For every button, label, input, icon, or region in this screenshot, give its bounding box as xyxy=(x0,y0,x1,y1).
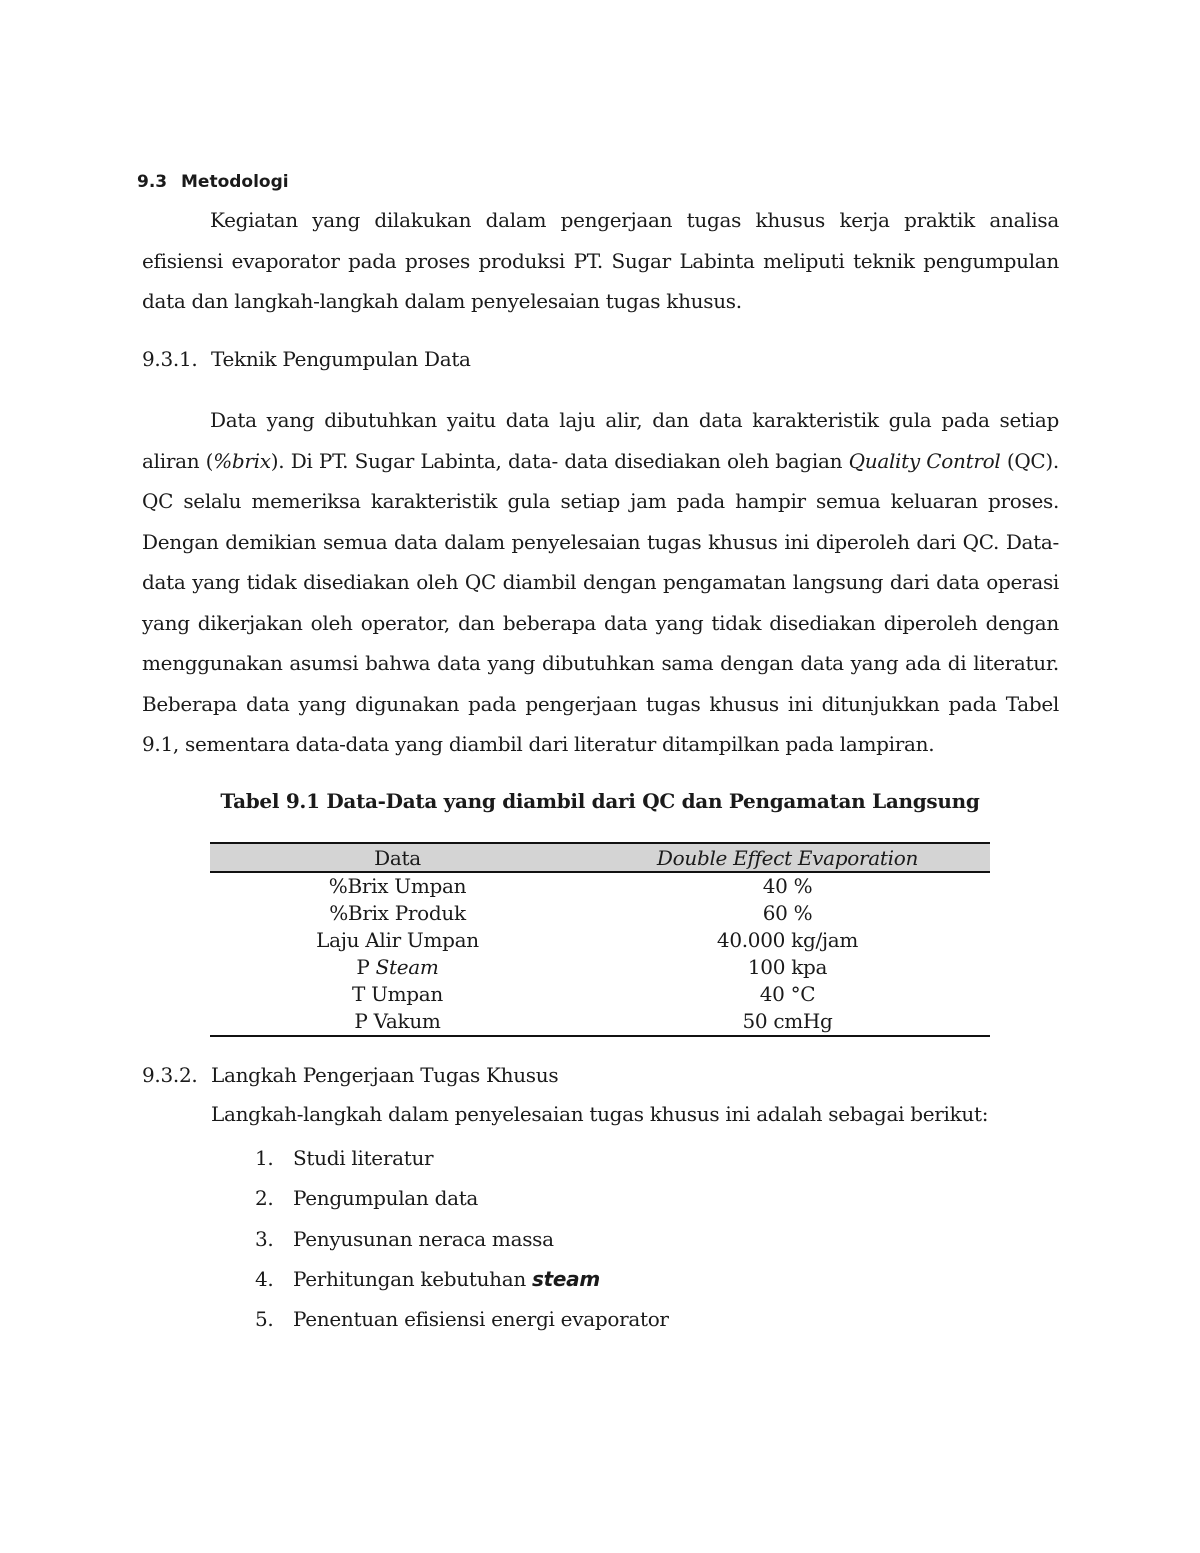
list-item-text: Perhitungan kebutuhan xyxy=(293,1266,532,1291)
list-item xyxy=(255,1178,669,1218)
list-item-emphasis: steam xyxy=(532,1266,600,1291)
table-cell-value: 40 % xyxy=(762,874,813,898)
list-number: 1. xyxy=(255,1146,274,1170)
table-row xyxy=(210,872,990,900)
table-cell-value: 100 kpa xyxy=(747,955,828,979)
table-cell-label-italic: Steam xyxy=(375,955,439,979)
paragraph-text: Data yang dibutuhkan yaitu data laju alir, dan data karakteristik gula pada setiap aliran ( xyxy=(142,408,1059,473)
table-cell-label-prefix: P xyxy=(356,955,376,979)
table-row xyxy=(210,900,990,927)
list-number: 4. xyxy=(255,1266,274,1291)
paragraph-text: (QC). QC selalu memeriksa karakteristik gula setiap jam pada hampir semua keluaran proses. Dengan demikian semua data dalam penyelesaian tugas khusus ini diperoleh dari QC. Data-data yang tidak disediakan oleh QC diambil dengan pengamatan langsung dari data operasi yang dikerjakan oleh operator, dan beberapa data yang tidak disediakan diperoleh dengan menggunakan asumsi bahwa data yang dibutuhkan sama dengan data yang ada di literatur. Beberapa data yang digunakan pada pengerjaan tugas khusus ini ditunjukkan pada Tabel 9.1, sementara data-data yang diambil dari literatur ditampilkan pada lampiran. xyxy=(142,448,1059,756)
list-item xyxy=(255,1259,669,1299)
table-cell-label: %Brix Produk xyxy=(329,901,466,925)
subsection-heading-2 xyxy=(142,1063,558,1087)
table-cell-value: 50 cmHg xyxy=(585,1008,990,1036)
data-table xyxy=(210,842,990,1037)
subsection-number: 9.3.1. xyxy=(142,347,198,371)
list-item-text: Penentuan efisiensi energi evaporator xyxy=(293,1307,669,1332)
list-item-text: Studi literatur xyxy=(293,1146,434,1170)
table-cell-label: %Brix Umpan xyxy=(328,874,467,898)
subsection-title: Langkah Pengerjaan Tugas Khusus xyxy=(211,1063,559,1087)
table-header-row xyxy=(210,843,990,872)
list-number: 2. xyxy=(255,1186,274,1211)
paragraph-italic-term: %brix xyxy=(213,448,271,473)
subsection-number: 9.3.2. xyxy=(142,1063,198,1087)
table-row xyxy=(210,981,990,1008)
steps-list xyxy=(255,1138,669,1339)
table-row xyxy=(210,1008,990,1036)
column-header: Data xyxy=(210,843,585,872)
section-title: Metodologi xyxy=(181,172,289,192)
list-number: 3. xyxy=(255,1226,274,1251)
table-caption: Tabel 9.1 Data-Data yang diambil dari QC dan Pengamatan Langsung xyxy=(220,789,980,813)
column-header: Double Effect Evaporation xyxy=(585,843,990,872)
data-collection-paragraph xyxy=(142,400,1059,765)
list-item-text: Pengumpulan data xyxy=(293,1186,479,1211)
table-row xyxy=(210,954,990,981)
table-cell-value: 40.000 kg/jam xyxy=(716,928,859,952)
table-cell-label: T Umpan xyxy=(351,982,444,1006)
table-cell-label: Laju Alir Umpan xyxy=(316,928,479,952)
list-item-text: Penyusunan neraca massa xyxy=(293,1226,554,1251)
paragraph-italic-term: Quality Control xyxy=(848,448,1001,473)
list-item xyxy=(255,1138,669,1178)
subsection-heading-1 xyxy=(142,347,471,371)
section-heading xyxy=(137,172,289,192)
subsection-title: Teknik Pengumpulan Data xyxy=(211,347,471,371)
list-item xyxy=(255,1219,669,1259)
intro-paragraph xyxy=(142,200,1059,322)
table-cell-value: 60 % xyxy=(762,901,813,925)
list-item xyxy=(255,1299,669,1339)
paragraph-text: ). Di PT. Sugar Labinta, data- data disediakan oleh bagian xyxy=(270,448,849,473)
section-number: 9.3 xyxy=(137,172,168,192)
table-cell-label: P Vakum xyxy=(210,1008,585,1036)
table-cell-value: 40 °C xyxy=(759,982,816,1006)
steps-intro: Langkah-langkah dalam penyelesaian tugas khusus ini adalah sebagai berikut: xyxy=(211,1102,989,1126)
table-row xyxy=(210,927,990,954)
table-cell-label xyxy=(210,954,585,981)
intro-paragraph-text: Kegiatan yang dilakukan dalam pengerjaan tugas khusus kerja praktik analisa efisiensi evaporator pada proses produksi PT. Sugar Labinta meliputi teknik pengumpulan data dan langkah-langkah dalam penyelesaian tugas khusus. xyxy=(142,208,1059,313)
list-number: 5. xyxy=(255,1307,274,1332)
